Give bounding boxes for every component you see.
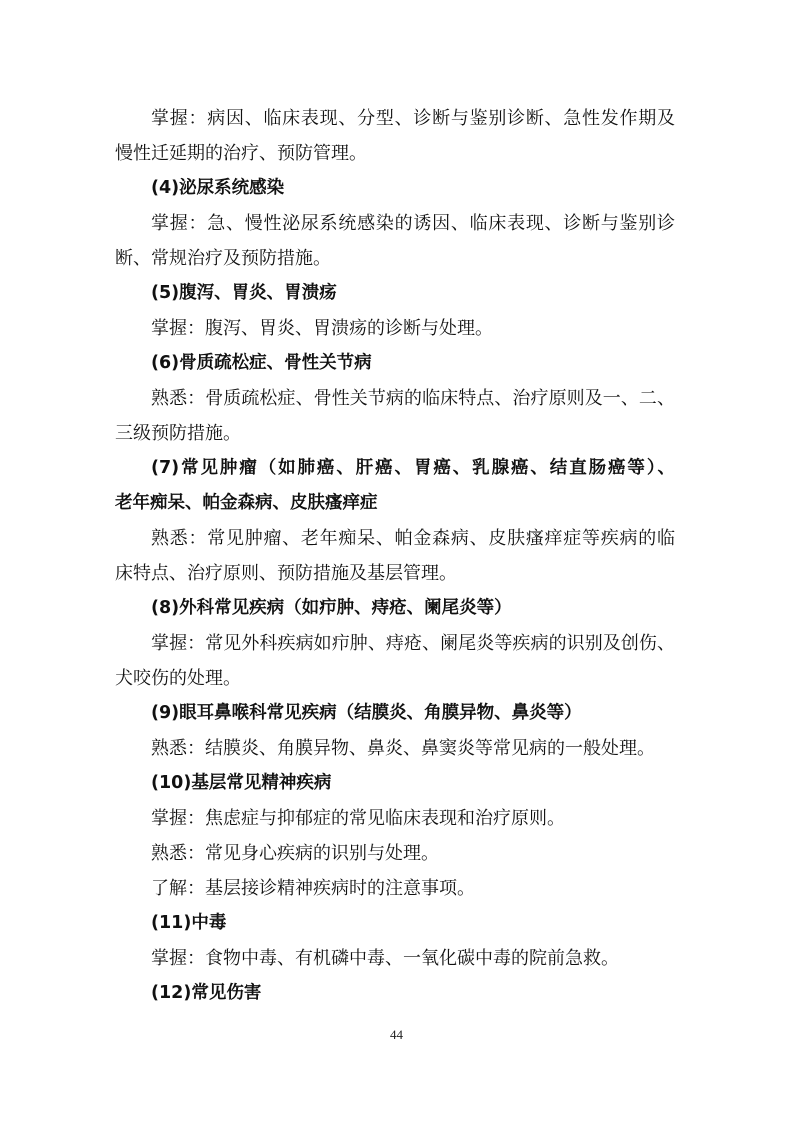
- body-text: [115, 101, 675, 1011]
- paragraph-line: 断、常规治疗及预防措施。: [115, 248, 331, 269]
- section-heading: (6)骨质疏松症、骨性关节病: [151, 353, 372, 373]
- paragraph-line: 熟悉：常见肿瘤、老年痴呆、帕金森病、皮肤瘙痒症等疾病的临: [151, 528, 675, 549]
- section-heading: (7)常见肿瘤（如肺癌、肝癌、胃癌、乳腺癌、结直肠癌等）、: [151, 458, 675, 478]
- paragraph-line: 三级预防措施。: [115, 423, 241, 444]
- paragraph-line: 了解：基层接诊精神疾病时的注意事项。: [151, 878, 475, 899]
- paragraph-line: 掌握：腹泻、胃炎、胃溃疡的诊断与处理。: [151, 318, 493, 339]
- paragraph-line: 犬咬伤的处理。: [115, 668, 241, 689]
- paragraph-line: 熟悉：骨质疏松症、骨性关节病的临床特点、治疗原则及一、二、: [151, 388, 675, 409]
- paragraph-line: 掌握：焦虑症与抑郁症的常见临床表现和治疗原则。: [151, 808, 565, 829]
- section-heading: (11)中毒: [151, 913, 227, 933]
- paragraph-line: 床特点、治疗原则、预防措施及基层管理。: [115, 563, 457, 584]
- section-heading: (9)眼耳鼻喉科常见疾病（结膜炎、角膜异物、鼻炎等）: [151, 703, 582, 723]
- paragraph-line: 熟悉：常见身心疾病的识别与处理。: [151, 843, 439, 864]
- section-heading: (12)常见伤害: [151, 983, 262, 1003]
- paragraph-line: 掌握：病因、临床表现、分型、诊断与鉴别诊断、急性发作期及: [151, 108, 675, 129]
- paragraph-line: 掌握：常见外科疾病如疖肿、痔疮、阑尾炎等疾病的识别及创伤、: [151, 633, 675, 654]
- paragraph-line: 掌握：急、慢性泌尿系统感染的诱因、临床表现、诊断与鉴别诊: [151, 213, 675, 234]
- section-heading: (4)泌尿系统感染: [151, 178, 285, 198]
- section-heading: (10)基层常见精神疾病: [151, 773, 332, 793]
- section-heading: (8)外科常见疾病（如疖肿、痔疮、阑尾炎等）: [151, 598, 512, 618]
- paragraph-line: 慢性迁延期的治疗、预防管理。: [115, 143, 367, 164]
- paragraph-line: 掌握：食物中毒、有机磷中毒、一氧化碳中毒的院前急救。: [151, 948, 619, 969]
- section-heading-continued: 老年痴呆、帕金森病、皮肤瘙痒症: [115, 493, 378, 513]
- paragraph-line: 熟悉：结膜炎、角膜异物、鼻炎、鼻窦炎等常见病的一般处理。: [151, 738, 655, 759]
- page-number: 44: [390, 1027, 403, 1042]
- section-heading: (5)腹泻、胃炎、胃溃疡: [151, 283, 337, 303]
